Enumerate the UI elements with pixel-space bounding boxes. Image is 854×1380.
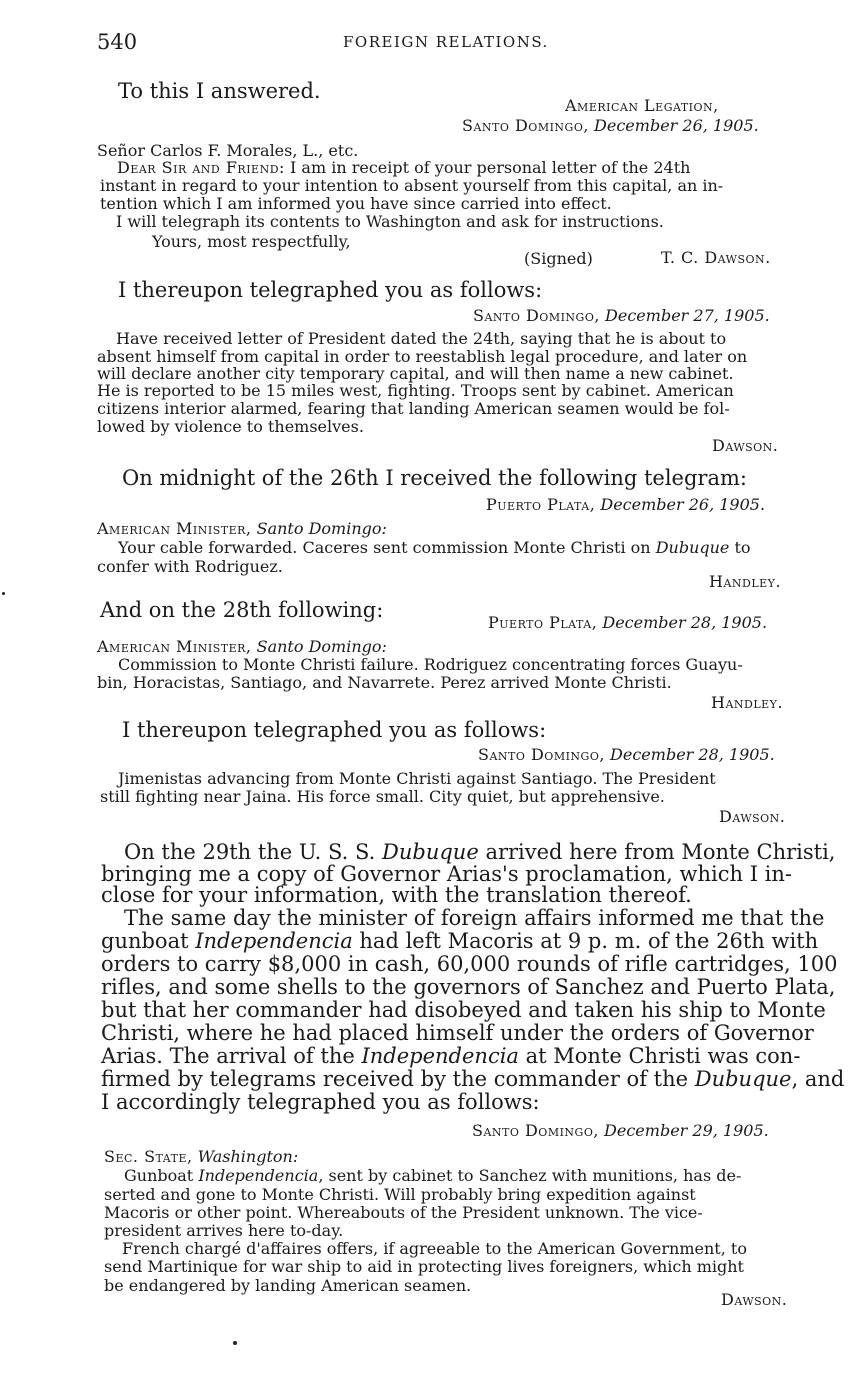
telegram-line: French chargé d'affaires offers, if agreeable to the American Government, to — [122, 1239, 747, 1258]
telegram-line: Have received letter of President dated the 24th, saying that he is about to — [116, 329, 727, 348]
body-line: rifles, and some shells to the governors of Sanchez and Puerto Plata, — [101, 975, 836, 999]
body-line: The same day the minister of foreign affairs informed me that the — [124, 906, 825, 930]
body-line: I accordingly telegraphed you as follows: — [101, 1090, 540, 1114]
letter-salutation: Dear Sir and Friend: — [117, 158, 285, 177]
dateline-date: December 26, 1905. — [594, 116, 759, 135]
body-line: On the 29th the U. S. S. Dubuque arrived here from Monte Christi, — [124, 840, 836, 864]
intro-text: I thereupon telegraphed you as follows: — [118, 278, 543, 302]
body-line: close for your information, with the translation thereof. — [101, 883, 692, 907]
intro-text: And on the 28th following: — [100, 598, 384, 622]
telegram-signer: Handley. — [709, 572, 782, 591]
telegram-line: He is reported to be 15 miles west, fighting. Troops sent by cabinet. American — [97, 381, 734, 400]
intro-text: I thereupon telegraphed you as follows: — [122, 718, 547, 742]
telegram-addressee: Sec. State, Washington: — [104, 1147, 299, 1166]
telegram-line: Jimenistas advancing from Monte Christi against Santiago. The President — [118, 769, 716, 788]
ink-speck — [2, 592, 5, 595]
telegram-line: send Martinique for war ship to aid in protecting lives foreigners, which might — [104, 1257, 744, 1276]
letter-signer: T. C. Dawson. — [661, 248, 771, 267]
body-line: Arias. The arrival of the Independencia at Monte Christi was con- — [101, 1044, 801, 1068]
telegram-signer: Dawson. — [712, 436, 779, 455]
telegram-line: Gunboat Independencia, sent by cabinet to Sanchez with munitions, has de- — [124, 1166, 742, 1185]
telegram-line: be endangered by landing American seamen. — [104, 1276, 472, 1295]
dateline-place: Santo Domingo, — [462, 116, 589, 135]
telegram-dateline: Santo Domingo, December 27, 1905. — [473, 306, 770, 325]
body-line: but that her commander had disobeyed and taken his ship to Monte — [101, 998, 826, 1022]
telegram-signer: Dawson. — [719, 807, 786, 826]
letter-body-line: I will telegraph its contents to Washington and ask for instructions. — [116, 212, 664, 231]
letter-place: American Legation, — [565, 96, 719, 115]
letter-body-line: instant in regard to your intention to absent yourself from this capital, an in- — [100, 176, 724, 195]
running-title: FOREIGN RELATIONS. — [343, 33, 549, 51]
body-line: Christi, where he had placed himself under the orders of Governor — [101, 1021, 814, 1045]
telegram-signer: Dawson. — [721, 1290, 788, 1309]
telegram-line: president arrives here to-day. — [104, 1221, 344, 1240]
ink-speck — [233, 1341, 237, 1345]
body-line: firmed by telegrams received by the commander of the Dubuque, and — [101, 1067, 845, 1091]
telegram-line: still fighting near Jaina. His force small. City quiet, but apprehensive. — [100, 787, 665, 806]
telegram-line: bin, Horacistas, Santiago, and Navarrete. Perez arrived Monte Christi. — [97, 673, 672, 692]
telegram-line: confer with Rodriguez. — [97, 557, 283, 576]
telegram-dateline: Puerto Plata, December 26, 1905. — [486, 495, 766, 514]
body-line: bringing me a copy of Governor Arias's proclamation, which I in- — [101, 862, 793, 886]
letter-dateline — [462, 116, 759, 135]
telegram-addressee: American Minister, Santo Domingo: — [97, 519, 387, 538]
intro-text: On midnight of the 26th I received the following telegram: — [122, 466, 747, 490]
telegram-addressee: American Minister, Santo Domingo: — [97, 637, 387, 656]
telegram-line: absent himself from capital in order to reestablish legal procedure, and later on — [97, 347, 748, 366]
letter-body-line: Dear Sir and Friend: I am in receipt of your personal letter of the 24th — [117, 158, 691, 177]
body-line: gunboat Independencia had left Macoris at 9 p. m. of the 26th with — [101, 929, 819, 953]
body-line: orders to carry $8,000 in cash, 60,000 rounds of rifle cartridges, 100 — [101, 952, 838, 976]
telegram-line: will declare another city temporary capital, and will then name a new cabinet. — [97, 364, 734, 383]
letter-addressee: Señor Carlos F. Morales, L., etc. — [97, 141, 359, 160]
telegram-line: Your cable forwarded. Caceres sent commission Monte Christi on Dubuque to — [118, 538, 751, 557]
telegram-line: Macoris or other point. Whereabouts of the President unknown. The vice- — [104, 1203, 703, 1222]
telegram-line: serted and gone to Monte Christi. Will probably bring expedition against — [104, 1185, 696, 1204]
letter-closing: Yours, most respectfully, — [152, 232, 351, 251]
letter-body-line: tention which I am informed you have since carried into effect. — [100, 194, 612, 213]
telegram-dateline: Santo Domingo, December 28, 1905. — [478, 745, 775, 764]
telegram-line: Commission to Monte Christi failure. Rodriguez concentrating forces Guayu- — [118, 655, 743, 674]
letter-signed: (Signed) — [524, 249, 593, 268]
intro-text: To this I answered. — [118, 79, 321, 103]
page-number: 540 — [97, 30, 138, 54]
telegram-line: lowed by violence to themselves. — [97, 417, 364, 436]
telegram-dateline: Santo Domingo, December 29, 1905. — [472, 1121, 769, 1140]
telegram-dateline: Puerto Plata, December 28, 1905. — [488, 613, 768, 632]
telegram-signer: Handley. — [711, 693, 784, 712]
telegram-line: citizens interior alarmed, fearing that landing American seamen would be fol- — [97, 399, 730, 418]
